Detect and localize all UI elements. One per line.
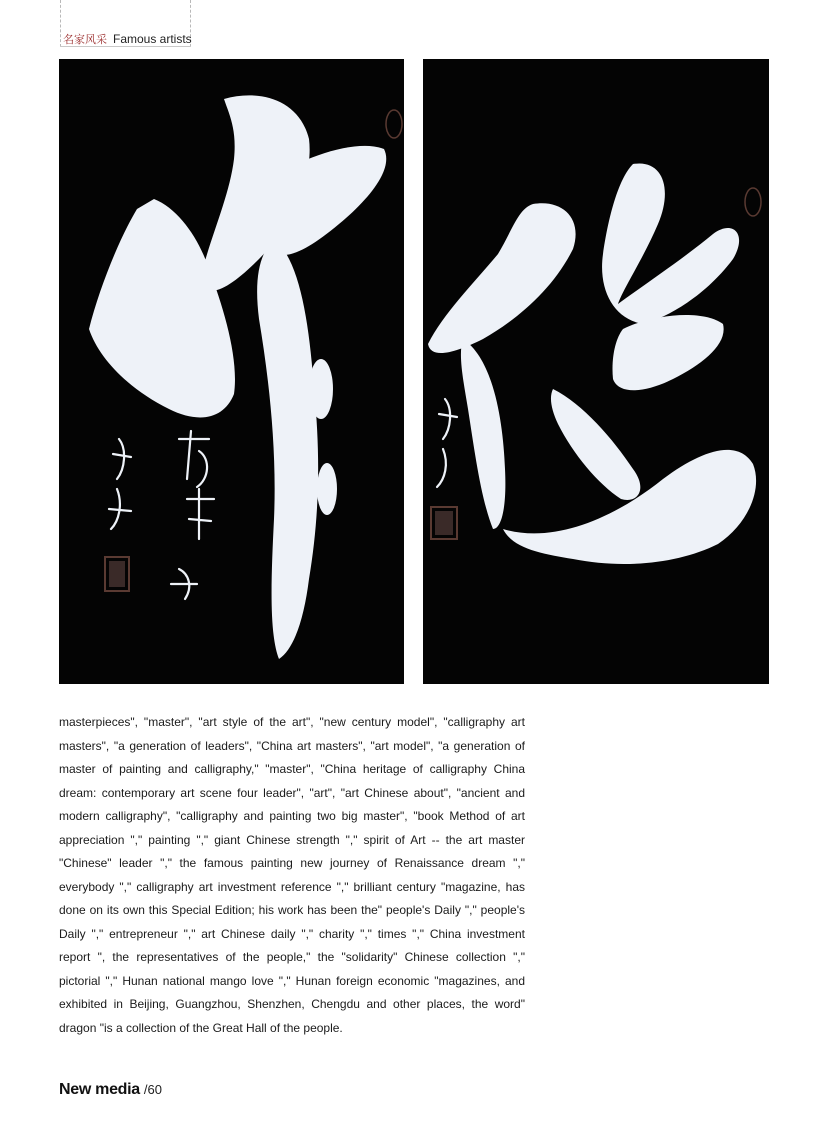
calligraphy-image-right bbox=[423, 59, 769, 684]
section-title-en: Famous artists bbox=[113, 32, 192, 46]
article-body: masterpieces", "master", "art style of the art", "new century model", "calligraphy art masters", "a generation of leaders", "China art masters", "art model", "a generation of master of painting and calligraphy," "master", "China heritage of calligraphy China dream: contemporary art scene four leader", "art", "art Chinese about", "ancient and modern calligraphy", "calligraphy and painting two big master", "book Method of art appreciation "," painting "," giant Chinese strength "," spirit of Art -- the art master "Chinese" leader "," the famous painting new journey of Renaissance dream "," everybody "," calligraphy art investment reference "," brilliant century "magazine, has done on its own this Special Edition; his work has been the" people's Daily "," people's Daily "," entrepreneur "," art Chinese daily "," charity "," times "," China investment report ", the representatives of the people," the "solidarity" Chinese collection "," pictorial "," Hunan national mango love "," Hunan foreign economic "magazines, and exhibited in Beijing, Guangzhou, Shenzhen, Chengdu and other places, the word" dragon "is a collection of the Great Hall of the people. bbox=[59, 715, 525, 1035]
section-header bbox=[63, 31, 192, 47]
calligraphy-artwork-left bbox=[59, 59, 404, 684]
section-title-cn: 名家风采 bbox=[63, 33, 107, 46]
page-number: /60 bbox=[143, 1082, 162, 1097]
calligraphy-image-left bbox=[59, 59, 404, 684]
calligraphy-artwork-right bbox=[423, 59, 769, 684]
magazine-brand: New media bbox=[59, 1081, 140, 1098]
page-footer bbox=[59, 1081, 162, 1099]
